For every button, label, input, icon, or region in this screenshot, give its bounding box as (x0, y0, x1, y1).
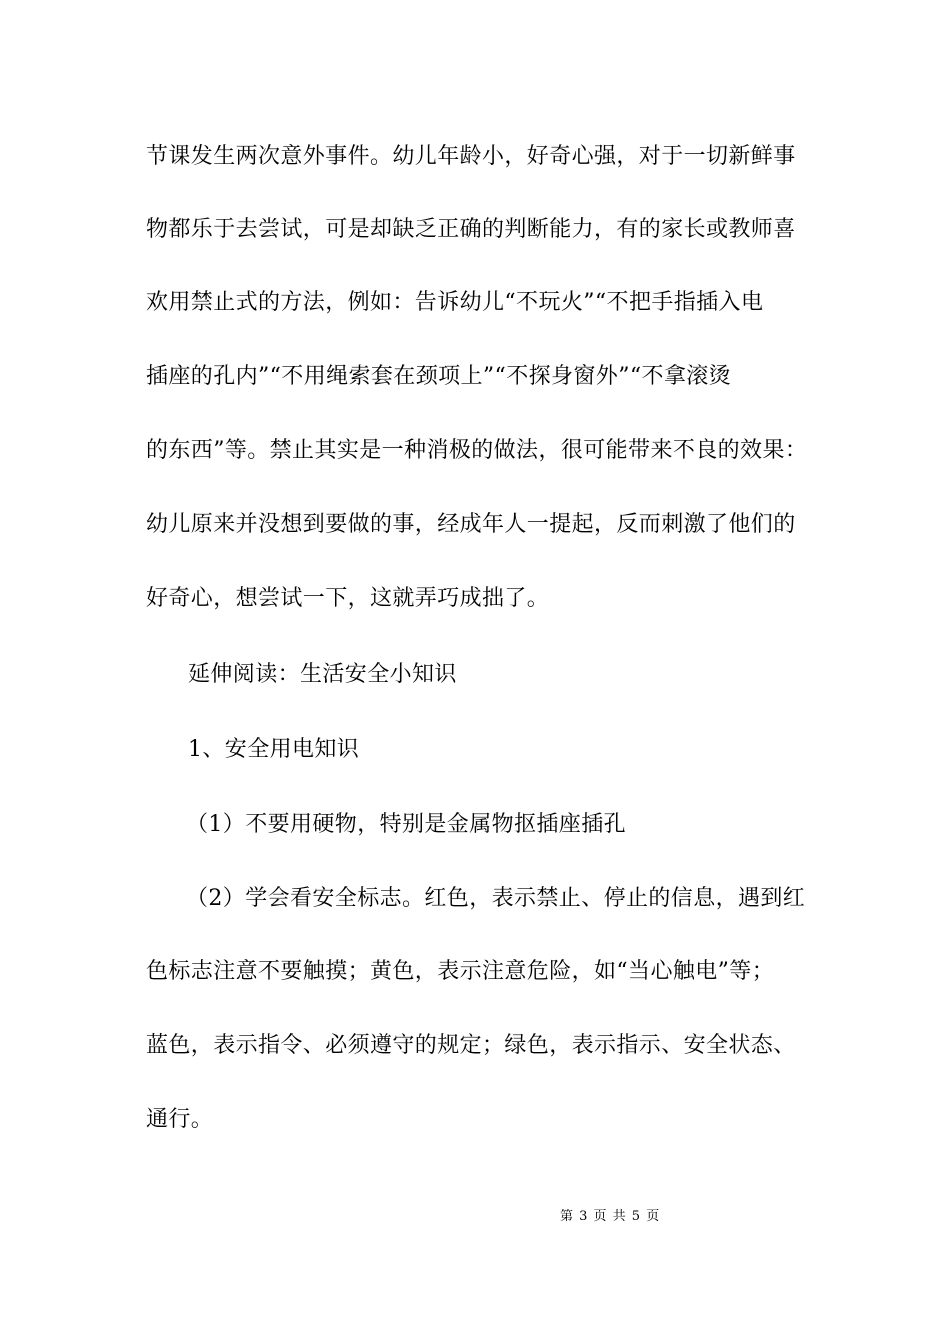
list-item: （1）不要用硬物，特别是金属物抠插座插孔 (186, 812, 626, 837)
paragraph-line: 色标志注意不要触摸；黄色，表示注意危险，如“当心触电”等； (146, 959, 775, 984)
paragraph-line: 的东西”等。禁止其实是一种消极的做法，很可能带来不良的效果： (146, 438, 808, 463)
paragraph-line: 幼儿原来并没想到要做的事，经成年人一提起，反而刺激了他们的 (146, 512, 796, 537)
page-number-footer: 第 3 页 共 5 页 (560, 1209, 661, 1224)
paragraph-line: 好奇心，想尝试一下，这就弄巧成拙了。 (146, 586, 550, 611)
section-title: 1、安全用电知识 (188, 737, 360, 762)
paragraph-line: 欢用禁止式的方法，例如：告诉幼儿“不玩火”“不把手指插入电 (146, 290, 764, 315)
extended-reading-heading: 延伸阅读：生活安全小知识 (188, 662, 457, 687)
paragraph-line: 物都乐于去尝试，可是却缺乏正确的判断能力，有的家长或教师喜 (146, 217, 796, 242)
list-item: （2）学会看安全标志。红色，表示禁止、停止的信息，遇到红 (186, 886, 806, 911)
paragraph-line: 通行。 (146, 1107, 214, 1132)
paragraph-line: 节课发生两次意外事件。幼儿年龄小，好奇心强，对于一切新鲜事 (146, 144, 796, 169)
paragraph-line: 蓝色，表示指令、必须遵守的规定；绿色，表示指示、安全状态、 (146, 1033, 796, 1058)
paragraph-line: 插座的孔内”“不用绳索套在颈项上”“不探身窗外”“不拿滚烫 (146, 364, 732, 389)
